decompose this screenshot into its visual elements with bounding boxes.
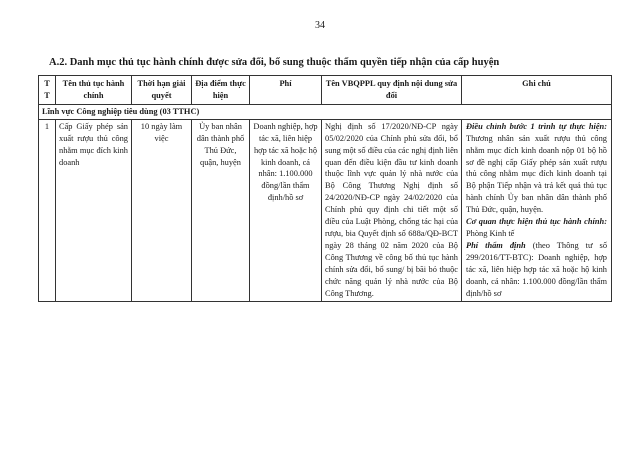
domain-row [39,104,612,119]
cell-stt: 1 [39,119,56,301]
note-fee-label: Phí thẩm định [466,240,526,250]
cell-deadline: 10 ngày làm việc [132,119,192,301]
cell-notes [462,119,612,301]
note-agency-label: Cơ quan thực hiện thủ tục hành chính: [466,217,607,227]
header-legal-doc: Tên VBQPPL quy định nội dung sửa đổi [322,76,462,105]
note-fee-text: (theo Thông tư số 299/2016/TT-BTC): Doanh nghiệp, hợp tác xã, liên hiệp hợp tác xã hoặc hộ kinh doanh, cá nhân: 1.100.000 đồng/lần thẩm định/hồ sơ [466,240,608,298]
cell-fee: Doanh nghiệp, hợp tác xã, liên hiệp hợp tác xã hoặc hộ kinh doanh, cá nhân: 1.100.000 đồng/lần thẩm định/hồ sơ [250,119,322,301]
table-header-row [39,76,612,105]
domain-label: Lĩnh vực Công nghiệp tiêu dùng (03 TTHC) [39,104,612,119]
note-adjust-label: Điều chỉnh bước 1 trình tự thực hiện: [466,121,607,131]
header-deadline: Thời hạn giải quyết [132,76,192,105]
header-fee: Phí [250,76,322,105]
header-location: Địa điểm thực hiện [192,76,250,105]
procedures-table [38,75,612,302]
page-number: 34 [315,20,325,31]
cell-legal-doc: Nghị định số 17/2020/NĐ-CP ngày 05/02/2020 của Chính phủ sửa đổi, bổ sung một số điều của các nghị định liên quan đến điều kiện đầu tư kinh doanh thuộc lĩnh vực quản lý nhà nước của Bộ Công Thương Nghị định số 24/2020/NĐ-CP ngày 24/02/2020 của Chính phủ quy định chi tiết một số điều của Luật Phòng, chống tác hại của rượu, bia Quyết định số 688a/QĐ-BCT ngày 28 tháng 02 năm 2020 của Bộ Công Thương về công bố thủ tục hành chính sửa đổi, bổ sung/ bị bãi bỏ thuộc chức năng quản lý nhà nước của Bộ Công Thương. [322,119,462,301]
header-stt: T T [39,76,56,105]
cell-procedure-name: Cấp Giấy phép sản xuất rượu thủ công nhằm mục đích kinh doanh [56,119,132,301]
header-notes: Ghi chú [462,76,612,105]
note-adjust-text: Thương nhân sản xuất rượu thủ công nhằm mục đích kinh doanh nộp 01 bộ hồ sơ đề nghị cấp Giấy phép sản xuất rượu thủ công nhằm mục đích kinh doanh tại Bộ phận Tiếp nhận và trả kết quả thủ tục hành chính Ủy ban nhân dân thành phố Thủ Đức, quận, huyện. [466,133,607,215]
header-procedure-name: Tên thủ tục hành chính [56,76,132,105]
section-title: A.2. Danh mục thủ tục hành chính được sửa đổi, bổ sung thuộc thẩm quyền tiếp nhận của cấp huyện [49,57,500,68]
note-agency-text: Phòng Kinh tế [466,229,515,239]
cell-location: Ủy ban nhân dân thành phố Thủ Đức, quận, huyện [192,119,250,301]
table-row [39,119,612,301]
